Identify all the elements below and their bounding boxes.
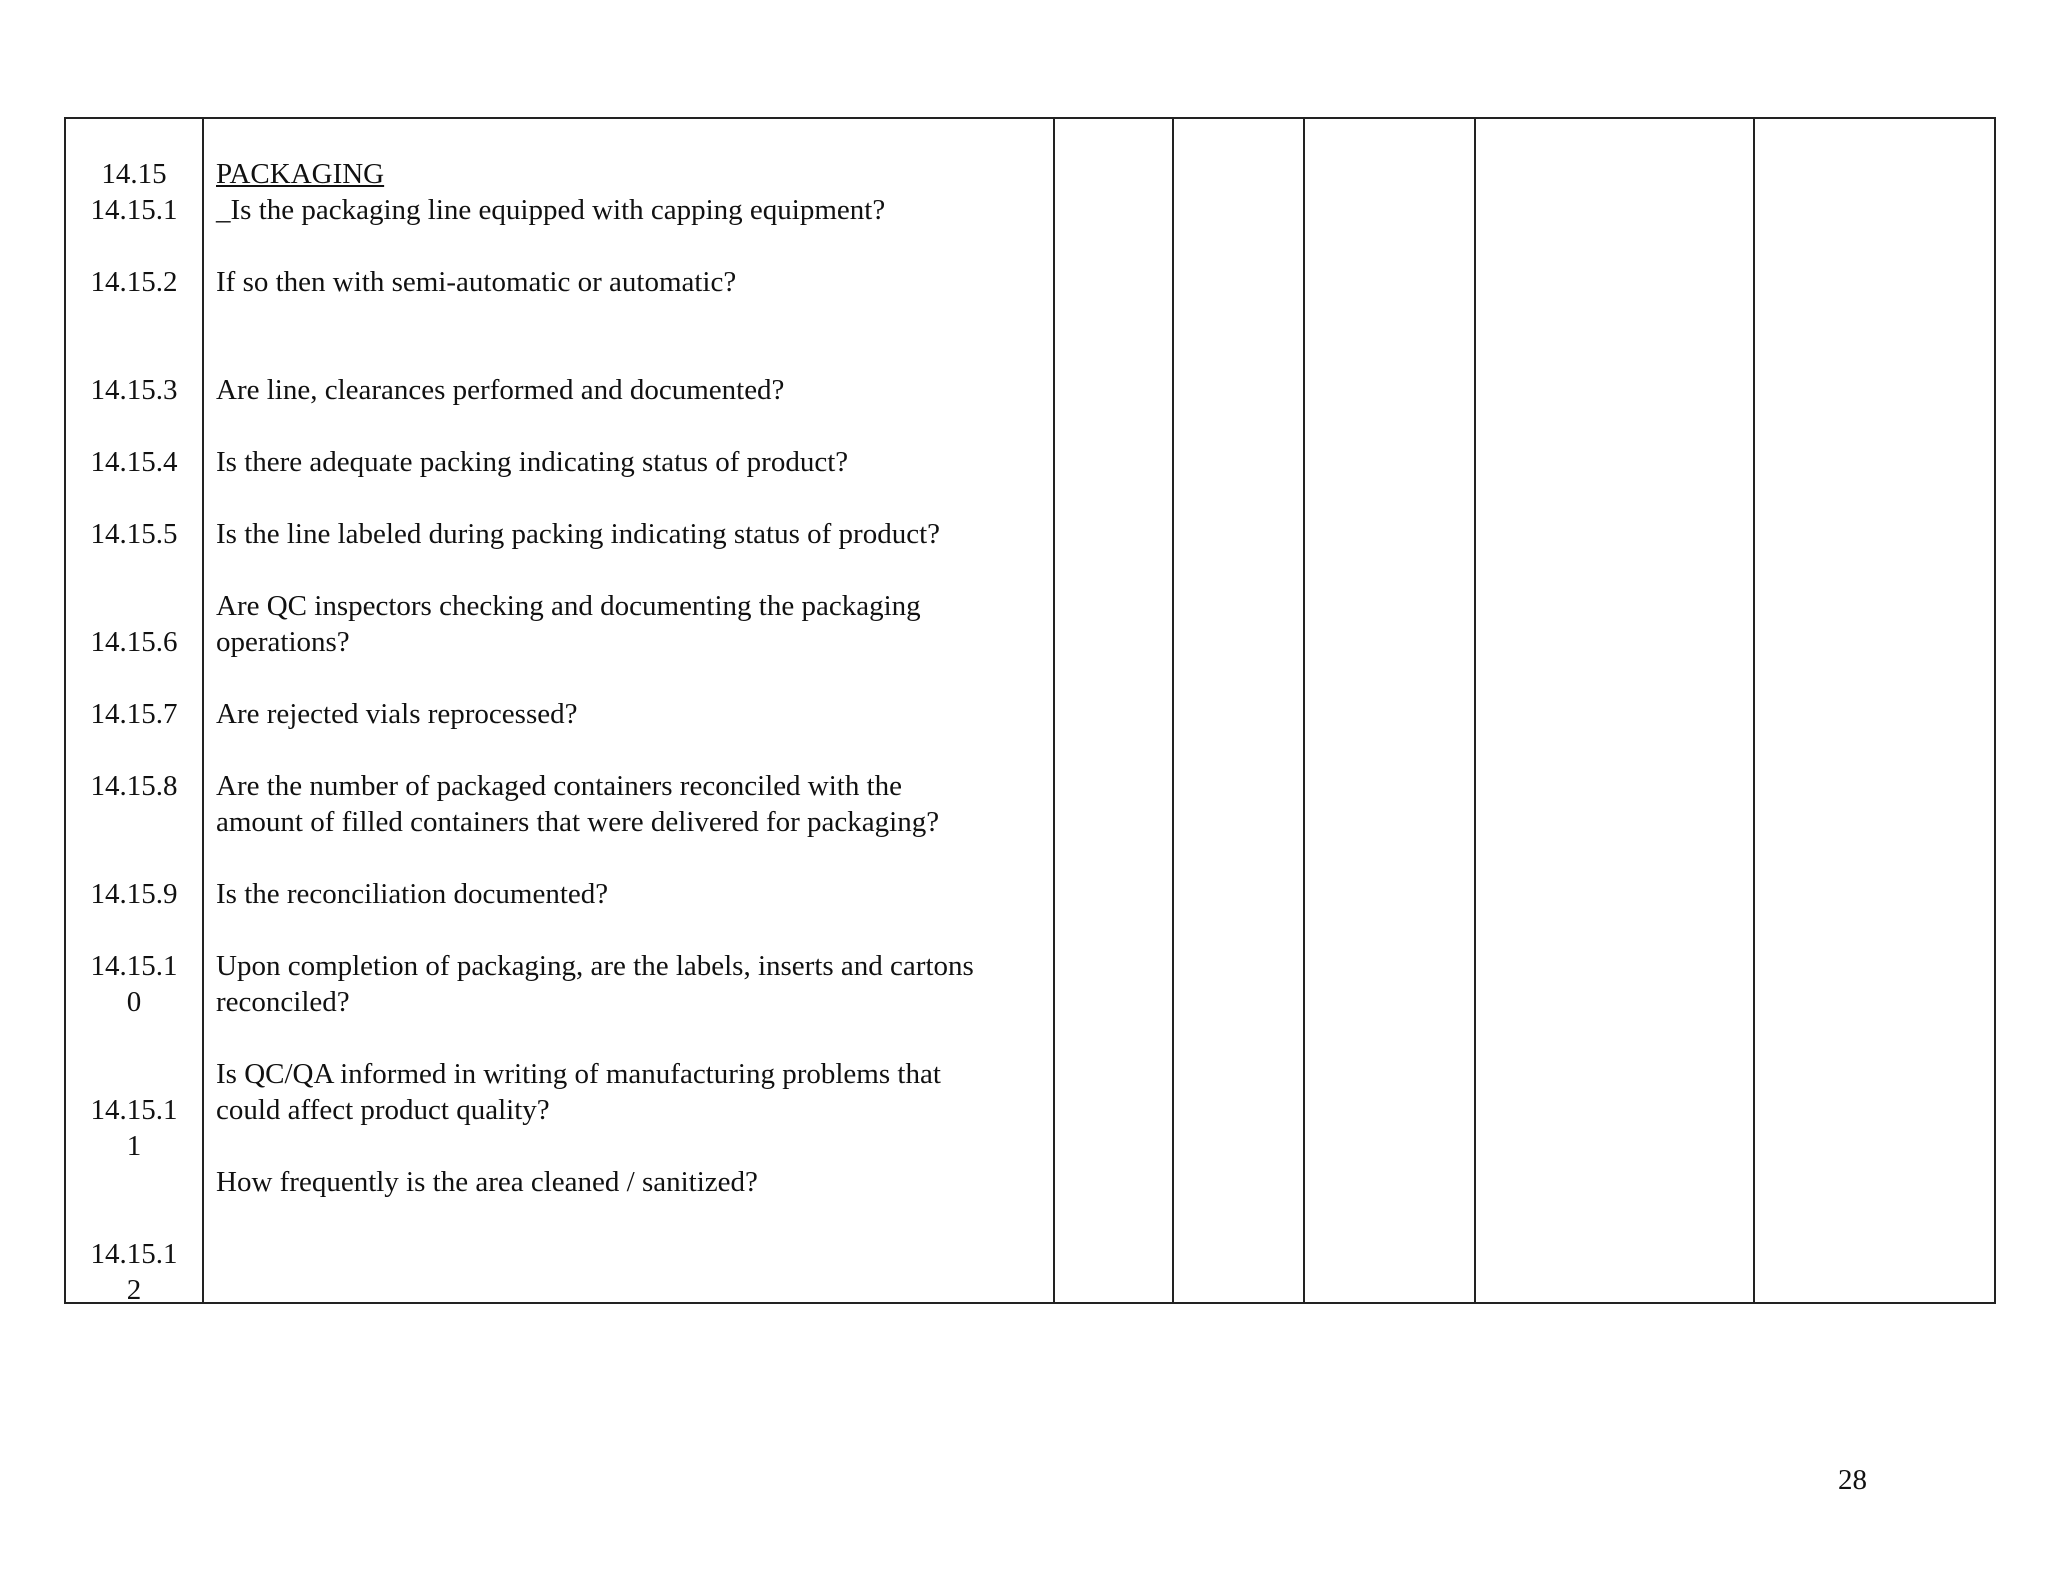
item-question-line: operations? xyxy=(216,626,350,658)
item-number: 14.15.9 xyxy=(90,878,178,910)
item-number: 14.15.4 xyxy=(90,446,178,478)
item-number-line: 2 xyxy=(126,1274,142,1306)
column-divider-2 xyxy=(1053,119,1055,1302)
item-question-line: reconciled? xyxy=(216,986,350,1018)
column-divider-3 xyxy=(1172,119,1174,1302)
item-number: 14.15.1 xyxy=(90,194,178,226)
item-number-line: 14.15.1 xyxy=(90,950,178,982)
item-question-line: Is QC/QA informed in writing of manufacturing problems that xyxy=(216,1058,941,1090)
item-number: 14.15.8 xyxy=(90,770,178,802)
item-question: Are rejected vials reprocessed? xyxy=(216,698,578,730)
section-number: 14.15 xyxy=(101,158,167,190)
item-number: 14.15.3 xyxy=(90,374,178,406)
item-number: 14.15.5 xyxy=(90,518,178,550)
item-question: Is the line labeled during packing indicating status of product? xyxy=(216,518,940,550)
section-title: PACKAGING xyxy=(216,158,385,190)
item-question-line: Are QC inspectors checking and documenting the packaging xyxy=(216,590,921,622)
column-divider-1 xyxy=(202,119,204,1302)
item-question-line: amount of filled containers that were delivered for packaging? xyxy=(216,806,940,838)
item-question-line: Are the number of packaged containers reconciled with the xyxy=(216,770,903,802)
item-number-line: 1 xyxy=(126,1130,142,1162)
item-question: Is there adequate packing indicating status of product? xyxy=(216,446,849,478)
item-question-line: could affect product quality? xyxy=(216,1094,550,1126)
item-number: 14.15.2 xyxy=(90,266,178,298)
item-question: If so then with semi-automatic or automatic? xyxy=(216,266,737,298)
item-number-line: 0 xyxy=(126,986,142,1018)
column-divider-5 xyxy=(1474,119,1476,1302)
column-divider-4 xyxy=(1303,119,1305,1302)
item-question-line: Upon completion of packaging, are the labels, inserts and cartons xyxy=(216,950,974,982)
page-number: 28 xyxy=(1838,1464,1867,1496)
item-question: _Is the packaging line equipped with capping equipment? xyxy=(216,194,886,226)
column-divider-6 xyxy=(1753,119,1755,1302)
item-number: 14.15.7 xyxy=(90,698,178,730)
item-number: 14.15.6 xyxy=(90,626,178,658)
item-number-line: 14.15.1 xyxy=(90,1238,178,1270)
checklist-table xyxy=(64,117,1996,1304)
item-number-line: 14.15.1 xyxy=(90,1094,178,1126)
item-question: Is the reconciliation documented? xyxy=(216,878,609,910)
item-question: Are line, clearances performed and documented? xyxy=(216,374,785,406)
item-question: How frequently is the area cleaned / sanitized? xyxy=(216,1166,758,1198)
